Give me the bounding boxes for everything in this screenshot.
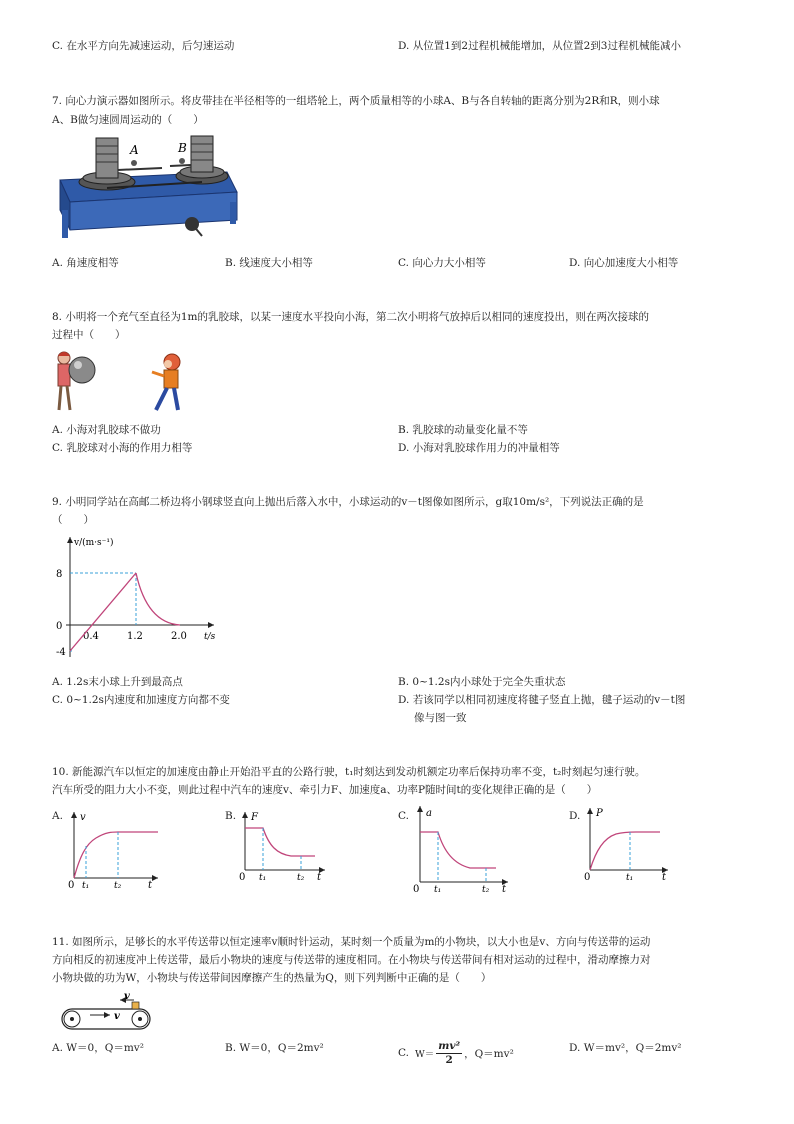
q11-option-d: D. W＝mv²，Q＝2mv² — [569, 1042, 682, 1054]
q10b-t2: t₂ — [297, 873, 305, 883]
q10b-origin: 0 — [239, 872, 246, 883]
q10a-origin: 0 — [68, 880, 75, 891]
q10d-ylabel: P — [596, 808, 603, 819]
q11-option-c-fraction — [436, 1040, 462, 1067]
q8-option-d: D. 小海对乳胶球作用力的冲量相等 — [398, 442, 560, 454]
q11-option-b: B. W＝0，Q＝2mv² — [225, 1042, 324, 1054]
y-axis-label: v/(m·s⁻¹) — [74, 538, 114, 548]
q7-option-a: A. 角速度相等 — [52, 257, 119, 269]
fraction-denominator: 2 — [445, 1053, 453, 1066]
q9-option-d-line2: 像与图一致 — [414, 712, 467, 724]
fraction-numerator: mv² — [438, 1039, 461, 1052]
q10a-xlabel: t — [148, 880, 153, 891]
q11-option-c-prefix: W＝ — [415, 1049, 435, 1060]
q10c-origin: 0 — [413, 884, 420, 895]
q10d-xlabel: t — [662, 872, 667, 883]
q10b-xlabel: t — [317, 872, 322, 883]
q10d-t1: t₁ — [626, 873, 634, 883]
q10-option-c: C. — [398, 810, 409, 822]
q10c-ylabel: a — [426, 808, 432, 819]
q9-option-a: A. 1.2s末小球上升到最高点 — [52, 676, 183, 688]
y-tick-label: 0 — [56, 621, 63, 632]
q10-graph-b — [235, 808, 335, 888]
x-tick-label: 2.0 — [171, 631, 187, 642]
q10a-t2: t₂ — [114, 881, 122, 891]
q9-option-d-line1: D. 若该同学以相同初速度将毽子竖直上抛，毽子运动的v－t图 — [398, 694, 686, 706]
q10-option-b: B. — [225, 810, 237, 822]
q9-option-c: C. 0~1.2s内速度和加速度方向都不变 — [52, 694, 230, 706]
q8-option-b: B. 乳胶球的动量变化量不等 — [398, 424, 528, 436]
q7-stem-line2: A、B做匀速圆周运动的（ ） — [52, 114, 204, 126]
x-tick-label: 1.2 — [127, 631, 143, 642]
q10b-ylabel: F — [251, 812, 258, 823]
q10-graph-c — [410, 802, 520, 894]
series-curve-fall — [136, 573, 180, 625]
q9-option-b: B. 0~1.2s内小球处于完全失重状态 — [398, 676, 566, 688]
q8-option-c: C. 乳胶球对小海的作用力相等 — [52, 442, 193, 454]
q11-option-c-label: C. — [398, 1047, 409, 1059]
q10c-t1: t₁ — [434, 885, 442, 895]
ball-throw-figure — [52, 350, 192, 414]
q7-option-c: C. 向心力大小相等 — [398, 257, 486, 269]
q10a-t1: t₁ — [82, 881, 90, 891]
q8-option-a: A. 小海对乳胶球不做功 — [52, 424, 161, 436]
q10a-ylabel: v — [80, 812, 86, 823]
q10c-xlabel: t — [502, 884, 507, 895]
y-tick-label: 8 — [56, 569, 63, 580]
q10-graph-d — [580, 804, 680, 884]
option-d-prev: D. 从位置1到2过程机械能增加，从位置2到3过程机械能减小 — [398, 40, 681, 52]
label-v-block: v — [124, 991, 130, 1002]
label-a: A — [130, 143, 139, 157]
q10-stem-line1: 10. 新能源汽车以恒定的加速度由静止开始沿平直的公路行驶，t₁时刻达到发动机额定功率后保持功率不变，t₂时刻起匀速行驶。 — [52, 766, 646, 778]
q9-stem-line1: 9. 小明同学站在高邮二桥边将小钢球竖直向上抛出后落入水中，小球运动的v－t图像如图所示，g取10m/s²，下列说法正确的是 — [52, 496, 644, 508]
label-v-belt: v — [114, 1011, 120, 1022]
q10-graph-a — [62, 808, 162, 891]
q11-stem-line3: 小物块做的功为W，小物块与传送带间因摩擦产生的热量为Q，则下列判断中正确的是（ ） — [52, 972, 492, 984]
q11-option-c — [398, 1036, 514, 1070]
q7-option-b: B. 线速度大小相等 — [225, 257, 313, 269]
label-b: B — [178, 141, 187, 155]
centripetal-demonstrator-figure — [52, 132, 242, 244]
y-tick-label: -4 — [56, 647, 66, 658]
q11-option-a: A. W＝0，Q＝mv² — [52, 1042, 144, 1054]
q10-option-d: D. — [569, 810, 581, 822]
x-axis-label: t/s — [204, 632, 216, 642]
q8-stem-line1: 8. 小明将一个充气至直径为1m的乳胶球，以某一速度水平投向小海，第二次小明将气放掉后以相同的速度投出，则在两次接球的 — [52, 311, 649, 323]
q9-stem-line2: （ ） — [52, 514, 94, 526]
q7-option-d: D. 向心加速度大小相等 — [569, 257, 679, 269]
conveyor-belt-figure — [52, 993, 162, 1033]
q10d-origin: 0 — [584, 872, 591, 883]
q11-stem-line1: 11. 如图所示，足够长的水平传送带以恒定速率v顺时针运动，某时刻一个质量为m的小物块，以大小也是v、方向与传送带的运动 — [52, 936, 651, 948]
q7-stem-line1: 7. 向心力演示器如图所示。将皮带挂在半径相等的一组塔轮上，两个质量相等的小球A、B与各自转轴的距离分别为2R和R，则小球 — [52, 95, 660, 107]
q10-stem-line2: 汽车所受的阻力大小不变，则此过程中汽车的速度v、牵引力F、加速度a、功率P随时间t的变化规律正确的是（ ） — [52, 784, 598, 796]
q8-stem-line2: 过程中（ ） — [52, 329, 126, 341]
q11-option-c-suffix: ，Q＝mv² — [464, 1047, 514, 1060]
option-c-prev: C. 在水平方向先减速运动，后匀速运动 — [52, 40, 235, 52]
x-tick-label: 0.4 — [83, 631, 99, 642]
q10-option-a: A. — [52, 810, 63, 822]
q11-stem-line2: 方向相反的初速度冲上传送带，最后小物块的速度与传送带的速度相同。在小物块与传送带间有相对运动的过程中，滑动摩擦力对 — [52, 954, 651, 966]
q10b-t1: t₁ — [259, 873, 267, 883]
q10c-t2: t₂ — [482, 885, 490, 895]
vt-graph-chart — [52, 533, 232, 663]
